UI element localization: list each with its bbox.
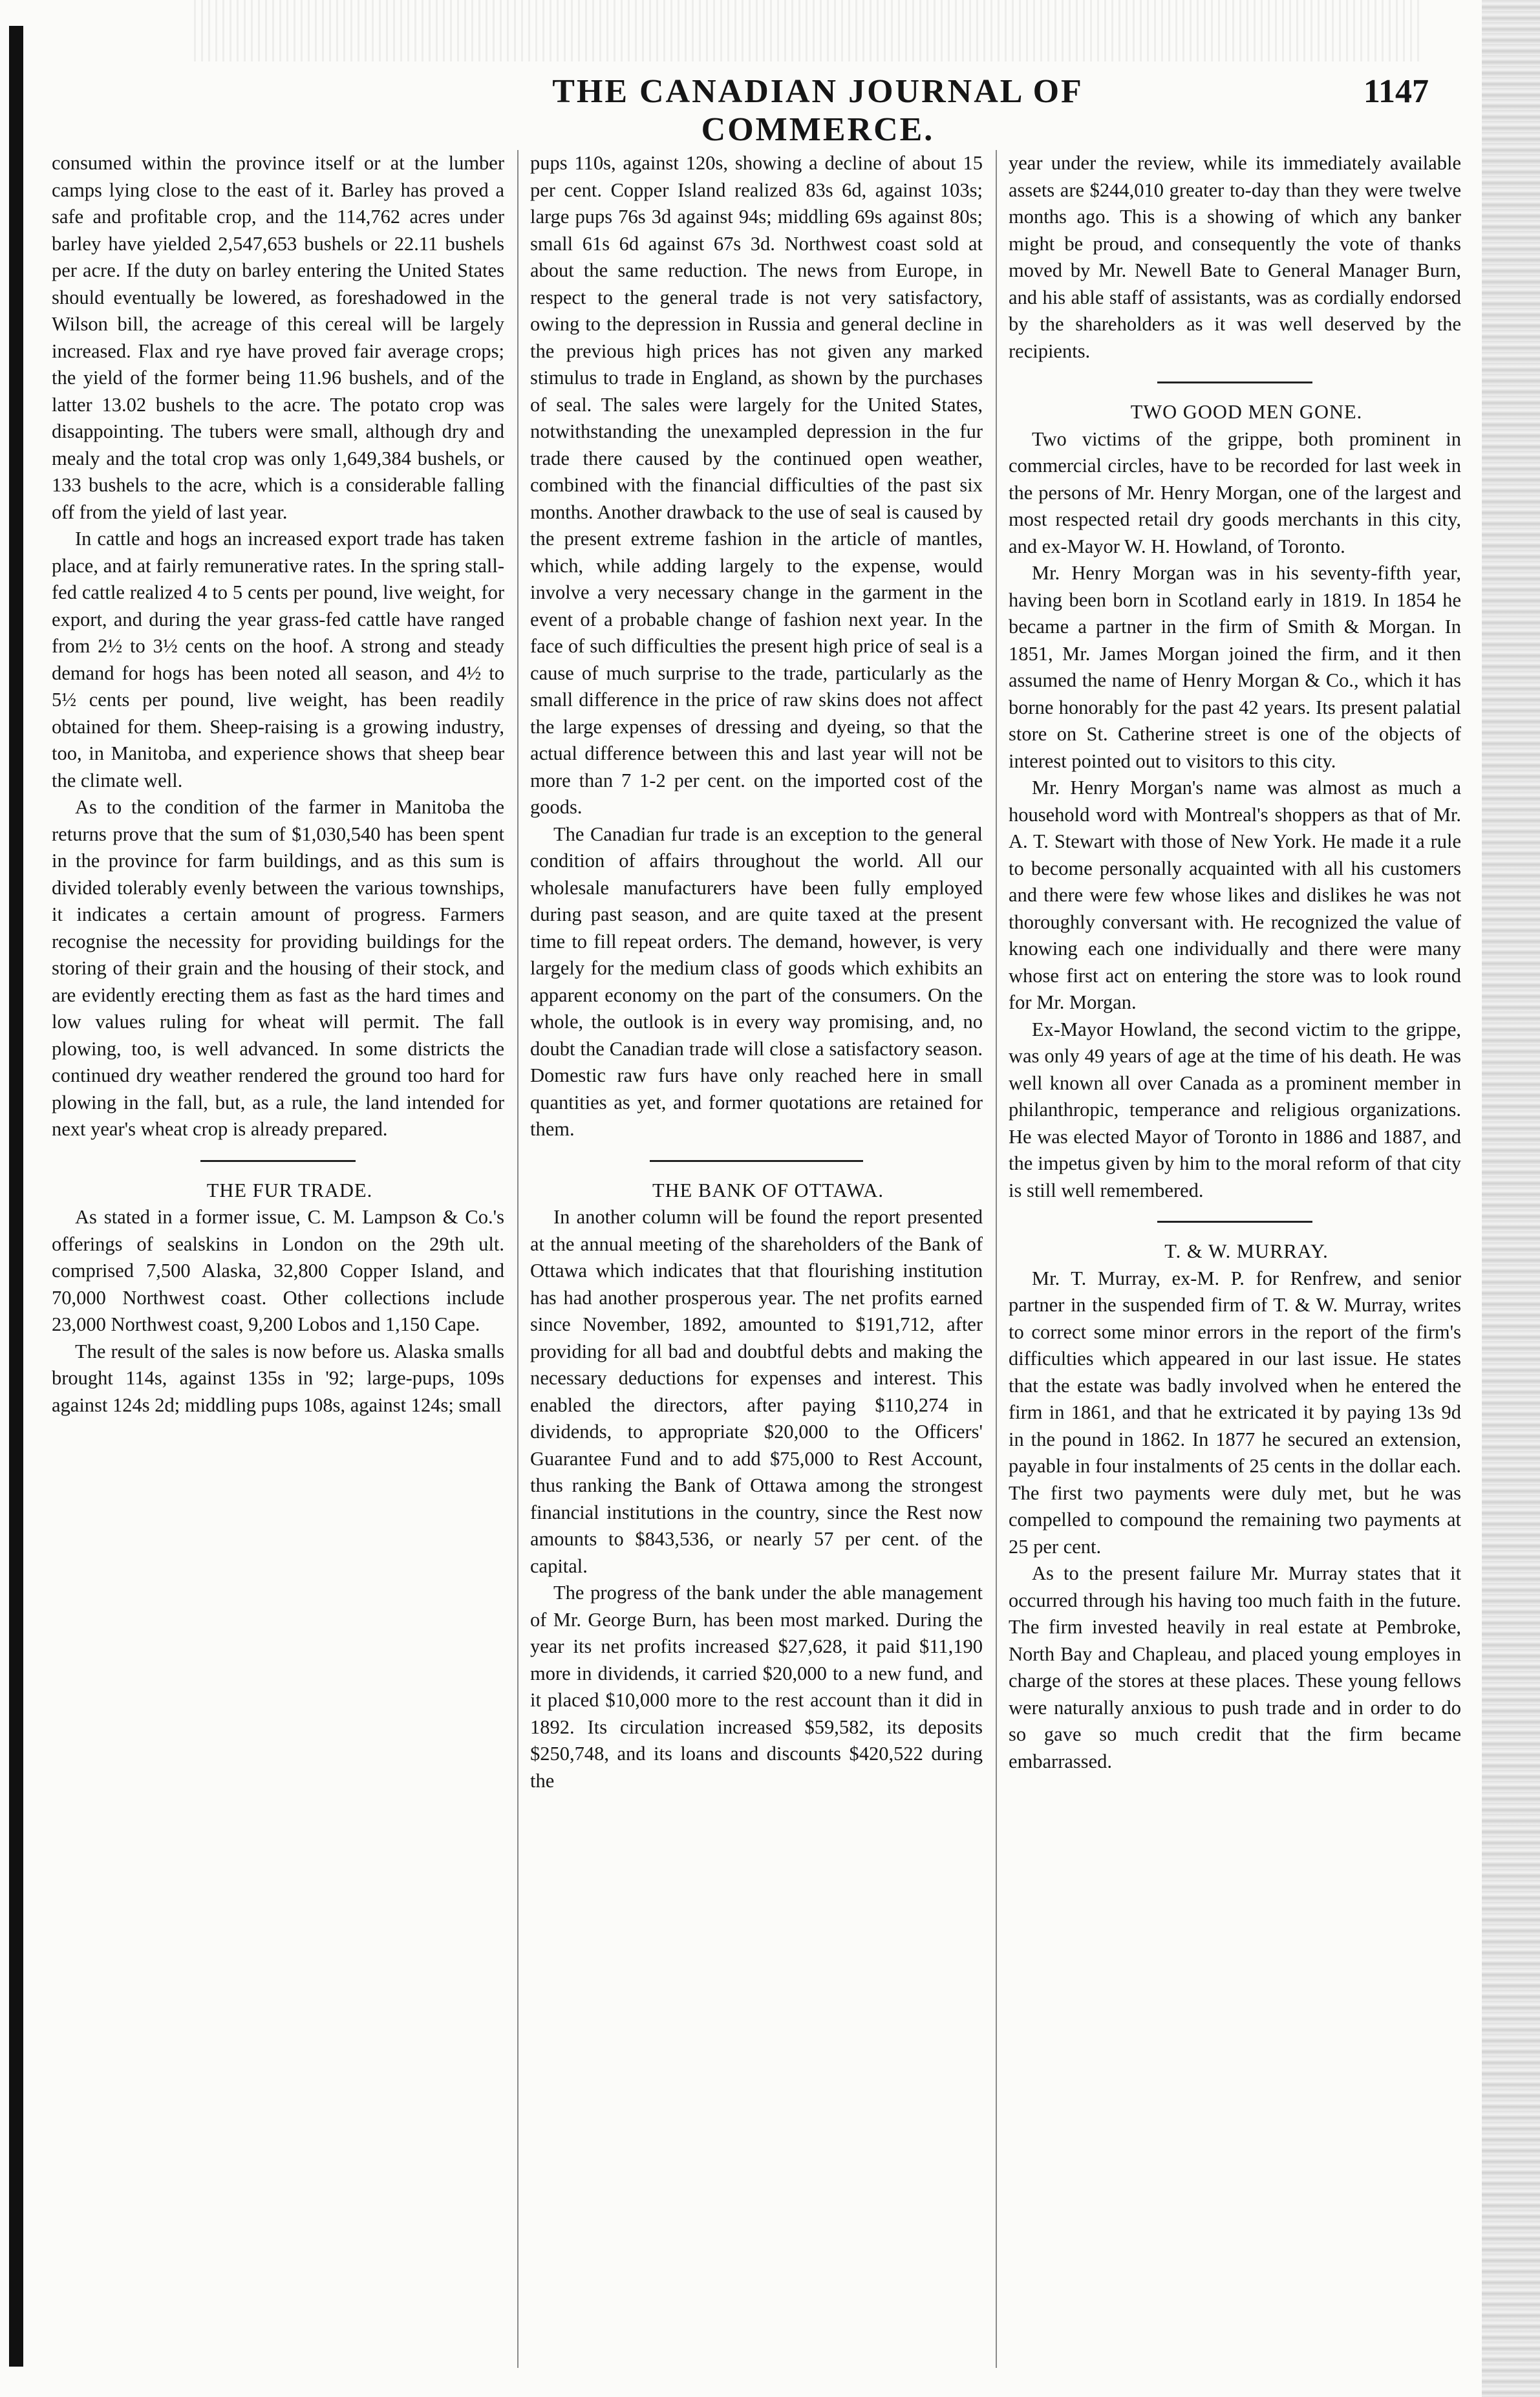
paragraph: In cattle and hogs an increased export trade has taken place, and at fairly remunerative rates. In the spring stall-fed cattle realized 4 to 5 cents per pound, live weight, for export, and during the year grass-fed cattle have ranged from 2½ to 3½ cents on the hoof. A strong and steady demand for hogs has been noted all season, and 4½ to 5½ cents per pound, live weight, has been readily obtained for them. Sheep-raising is a growing industry, too, in Manitoba, and experience shows that sheep bear the climate well. — [52, 528, 504, 791]
section-rule — [1157, 382, 1312, 383]
binding-edge — [9, 26, 23, 2367]
paragraph: In another column will be found the report presented at the annual meeting of the shareholders of the Bank of Ottawa which indicates that that flourishing institution has had another prosperous year. The net profits earned since November, 1892, amounted to $191,712, after providing for all bad and doubtful debts and making the necessary deductions for expenses and interest. This enabled the directors, after paying $110,274 in dividends, to appropriate $20,000 to the Officers' Guarantee Fund and to add $75,000 to Rest Account, thus ranking the Bank of Ottawa among the strongest financial institutions in the country, since the Rest now amounts to $843,536, or nearly 57 per cent. of the capital. — [530, 1206, 983, 1577]
column-1 — [52, 150, 504, 2374]
column-2 — [530, 150, 983, 2374]
paragraph: Two victims of the grippe, both prominent in commercial circles, have to be recorded for last week in the persons of Mr. Henry Morgan, one of the largest and most respected retail dry goods merchants in this city, and ex-Mayor W. H. Howland, of Toronto. — [1009, 427, 1461, 557]
section-rule — [650, 1160, 863, 1162]
paragraph: The result of the sales is now before us. Alaska smalls brought 114s, against 135s in '92; large-pups, 109s against 124s 2d; middling pups 108s, against 124s; small — [52, 1340, 504, 1416]
paragraph: Mr. Henry Morgan's name was almost as much a household word with Montreal's shoppers as that of Mr. A. T. Stewart with those of New York. He made it a rule to become personally acquainted with all his customers and there were few whose likes and dislikes he was not thoroughly conversant with. He recognized the value of knowing each one individually and there were many whose first act on entering the store was to look round for Mr. Morgan. — [1009, 777, 1461, 1013]
paragraph: Ex-Mayor Howland, the second victim to the grippe, was only 49 years of age at the time of his death. He was well known all over Canada as a prominent member in philanthropic, temperance and religious organizations. He was elected Mayor of Toronto in 1886 and 1887, and the impetus given by him to the moral reform of that city is still well remembered. — [1009, 1018, 1461, 1201]
section-rule — [200, 1160, 356, 1162]
article-heading-murray: T. & W. MURRAY. — [1164, 1240, 1329, 1262]
paragraph: As stated in a former issue, C. M. Lampson & Co.'s offerings of sealskins in London on the 29th ult. comprised 7,500 Alaska, 32,800 Copper Island, and 70,000 Northwest coast. Other collections include 23,000 Northwest coast, 9,200 Lobos and 1,150 Cape. — [52, 1206, 504, 1335]
page-edge-scan — [1482, 0, 1540, 2397]
article-heading-fur-trade: THE FUR TRADE. — [206, 1179, 373, 1201]
column-divider — [517, 150, 519, 2368]
paragraph: consumed within the province itself or at the lumber camps lying close to the east of it. Barley has proved a safe and profitable crop, and the 114,762 acres under barley have yielded 2,547,653 bushels or 22.11 bushels per acre. If the duty on barley entering the United States should eventually be lowered, as foreshadowed in the Wilson bill, the acreage of this cereal will be largely increased. Flax and rye have proved fair average crops; the yield of the former being 11.96 bushels, and of the latter 13.02 bushels to the acre. The potato crop was disappointing. The tubers were small, although dry and mealy and the total crop was only 1,649,384 bushels, or 133 bushels to the acre, which is a considerable falling off from the yield of last year. — [52, 152, 504, 523]
column-3 — [1009, 150, 1461, 2374]
scan-noise — [194, 0, 1422, 61]
page-header — [52, 72, 1455, 148]
section-rule — [1157, 1221, 1312, 1223]
masthead: THE CANADIAN JOURNAL OF COMMERCE. — [552, 73, 1084, 148]
paragraph: As to the present failure Mr. Murray states that it occurred through his having too much faith in the future. The firm invested heavily in real estate at Pembroke, North Bay and Chapleau, and placed young employes in charge of the stores at these places. These young fellows were naturally anxious to push trade and in order to do so gave so much credit that the firm became embarrassed. — [1009, 1562, 1461, 1772]
paragraph: The Canadian fur trade is an exception to the general condition of affairs throughout the world. All our wholesale manufacturers have been fully employed during past season, and are quite taxed at the present time to fill repeat orders. The demand, however, is very largely for the medium class of goods which exhibits an apparent economy on the part of the consumers. On the whole, the outlook is in every way promising, and, no doubt the Canadian trade will close a satisfactory season. Domestic raw furs have only reached here in small quantities as yet, and former quotations are retained for them. — [530, 822, 983, 1140]
article-heading-bank-of-ottawa: THE BANK OF OTTAWA. — [652, 1179, 884, 1201]
paragraph: The progress of the bank under the able management of Mr. George Burn, has been most marked. During the year its net profits increased $27,628, it paid $11,190 more in dividends, it carried $20,000 to a new fund, and it placed $10,000 more to the rest account than it did in 1892. Its circulation increased $59,582, its deposits $250,748, and its loans and discounts $420,522 during the — [530, 1582, 983, 1792]
page-number: 1147 — [1363, 73, 1429, 110]
paragraph: pups 110s, against 120s, showing a decline of about 15 per cent. Copper Island realized 83s 6d, against 103s; large pups 76s 3d against 94s; middling 69s against 80s; small 61s 6d against 67s 3d. Northwest coast sold at about the same reduction. The news from Europe, in respect to the general trade is not very satisfactory, owing to the depression in Russia and general decline in the previous high prices has not given any marked stimulus to trade in England, as shown by the purchases of seal. The sales were largely for the United States, notwithstanding the unexampled depression in the fur trade there caused by the continued open weather, combined with the financial difficulties of the past six months. Another drawback to the use of seal is caused by the present extreme fashion in the article of mantles, which, while adding largely to the expense, would involve a very necessary change in the garment in the event of a probable change of fashion next year. In the face of such difficulties the present high price of seal is a cause of much surprise to the trade, particularly as the small difference in the price of raw skins does not affect the large expenses of dressing and dyeing, so that the actual difference between this and last year will not be more than 7 1-2 per cent. on the imported cost of the goods. — [530, 152, 983, 818]
article-heading-two-good-men-gone: TWO GOOD MEN GONE. — [1130, 401, 1363, 423]
paragraph: year under the review, while its immediately available assets are $244,010 greater to-day than they were twelve months ago. This is a showing of which any banker might be proud, and consequently the vote of thanks moved by Mr. Newell Bate to General Manager Burn, and his able staff of assistants, was as cordially endorsed by the shareholders as it was well deserved by the recipients. — [1009, 152, 1461, 362]
paragraph: Mr. T. Murray, ex-M. P. for Renfrew, and senior partner in the suspended firm of T. & W. Murray, writes to correct some minor errors in the report of the firm's difficulties which appeared in our last issue. He states that the estate was badly involved when he entered the firm in 1861, and that he extricated it by paying 13s 9d in the pound in 1862. In 1877 he secured an extension, payable in four instalments of 25 cents in the dollar each. The first two payments were duly met, but he was compelled to compound the remaining two payments at 25 per cent. — [1009, 1267, 1461, 1558]
column-divider — [996, 150, 997, 2368]
paragraph: As to the condition of the farmer in Manitoba the returns prove that the sum of $1,030,540 has been spent in the province for farm buildings, and as this sum is divided tolerably evenly between the various townships, it indicates a certain amount of progress. Farmers recognise the necessity for providing buildings for the storing of their grain and the housing of their stock, and are evidently erecting them as fast as the hard times and low values ruling for wheat will permit. The fall plowing, too, is well advanced. In some districts the continued dry weather rendered the ground too hard for plowing in the fall, but, as a rule, the land intended for next year's wheat crop is already prepared. — [52, 796, 504, 1140]
paragraph: Mr. Henry Morgan was in his seventy-fifth year, having been born in Scotland early in 1819. In 1854 he became a partner in the firm of Smith & Morgan. In 1851, Mr. James Morgan joined the firm, and it then assumed the name of Henry Morgan & Co., which it has borne honorably for the past 42 years. Its present palatial store on St. Catherine street is one of the objects of interest pointed out to visitors to this city. — [1009, 562, 1461, 772]
